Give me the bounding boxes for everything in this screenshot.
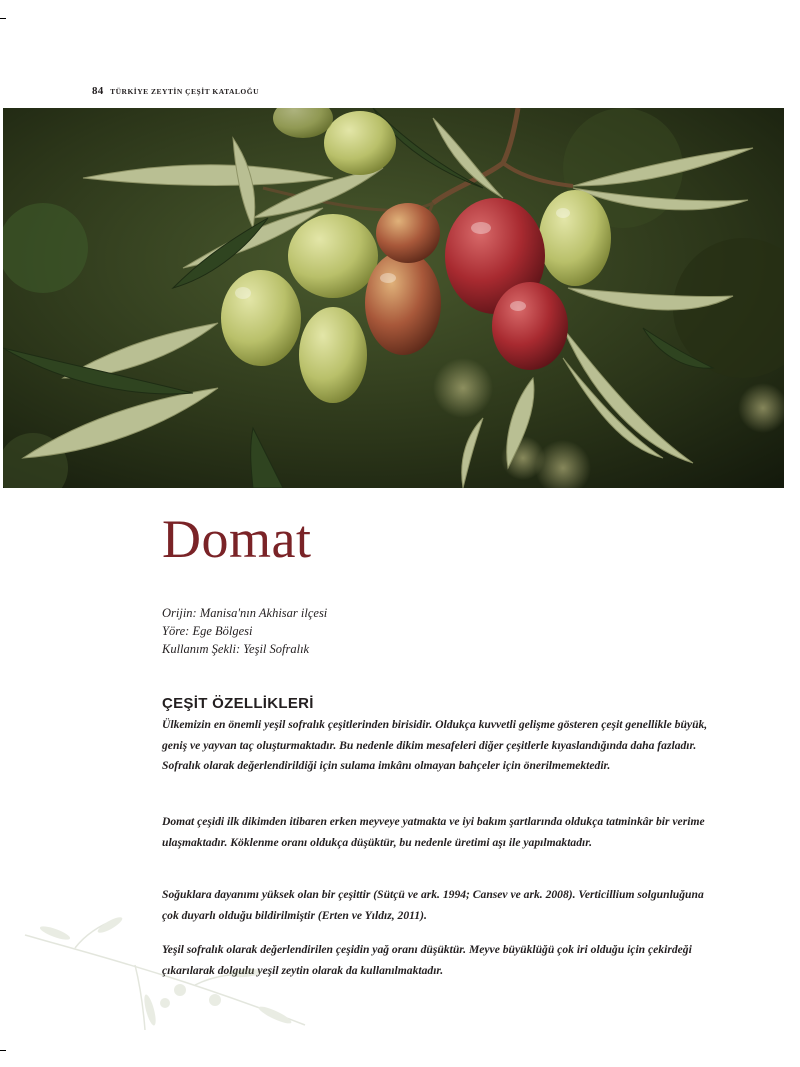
paragraph-1: Ülkemizin en önemli yeşil sofralık çeşitlerinden birisidir. Oldukça kuvvetli gelişme gösteren çeşit genellikle büyük, geniş ve yayvan taç oluşturmaktadır. Bu nedenle dikim mesafeleri diğer çeşitlerle kıyaslandığında daha fazladır. Sofralık olarak değerlendirildiği için sulama imkânı olmayan bahçeler için önerilmemektedir. xyxy=(162,718,708,772)
olive-branch-photo xyxy=(3,108,784,488)
running-head xyxy=(92,85,259,97)
paragraph-3: Soğuklara dayanımı yüksek olan bir çeşittir (Sütçü ve ark. 1994; Cansev ve ark. 2008). Verticillium solgunluğuna çok duyarlı olduğu bildirilmiştir (Erten ve Yıldız, 2011). xyxy=(162,888,704,922)
variety-meta xyxy=(162,604,327,658)
page-number: 84 xyxy=(92,85,104,97)
section-heading: ÇEŞİT ÖZELLİKLERİ xyxy=(162,695,314,712)
paragraph-2: Domat çeşidi ilk dikimden itibaren erken meyveye yatmakta ve iyi bakım şartlarında oldukça tatminkâr bir verime ulaşmaktadır. Köklenme oranı oldukça düşüktür, bu nedenle üretimi aşı ile yapılmaktadır. xyxy=(162,815,705,849)
catalog-title: TÜRKİYE ZEYTİN ÇEŞİT KATALOĞU xyxy=(110,87,260,96)
usage-line: Kullanım Şekli: Yeşil Sofralık xyxy=(162,642,310,656)
region-line: Yöre: Ege Bölgesi xyxy=(162,624,253,638)
origin-line: Orijin: Manisa'nın Akhisar ilçesi xyxy=(162,606,328,620)
variety-title: Domat xyxy=(162,509,312,569)
olive-branch-watermark-icon xyxy=(15,915,315,1045)
crop-mark-bottom xyxy=(0,1050,6,1051)
paragraph-4: Yeşil sofralık olarak değerlendirilen çeşidin yağ oranı düşüktür. Meyve büyüklüğü çok iri olduğu için çekirdeği çıkarılarak dolgulu yeşil zeytin olarak da kullanılmaktadır. xyxy=(162,943,692,977)
crop-mark-top xyxy=(0,18,6,19)
